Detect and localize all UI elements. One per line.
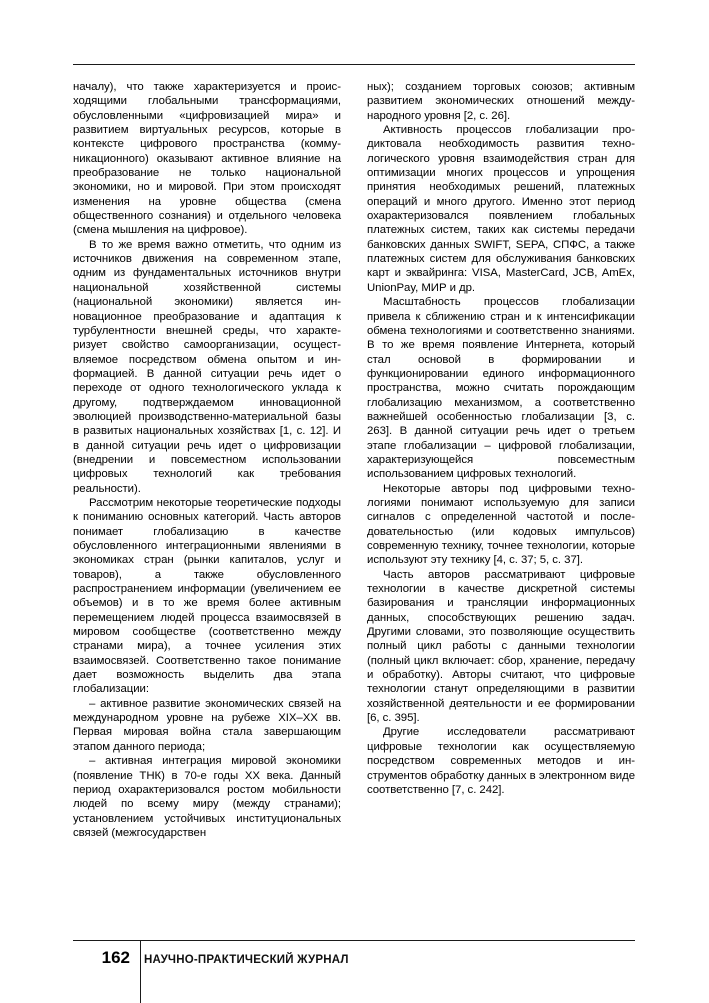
left-text-column	[73, 80, 341, 925]
paragraph: Активность процессов глобализации продиктовала необходимость развития технологического уровня взаимодействия стран для оптимизации многих процессов и упрощения принятия необходимых решений, платежных операций и много другого. Именно этот период охарактеризовался появлением глобальных платежных систем, таких как системы передачи банковских данных SWIFT, SEPA, СПФС, а также платежных систем для обслуживания банковских карт и эквайринга: VISA, MasterCard, JCB, AmEx, UnionPay, МИР и др.	[367, 124, 635, 294]
paragraph: Другие исследователи рассматривают цифровые технологии как осуществляемую посредством современных методов и инструментов обработку данных в электронном виде соответственно [7, с. 242].	[367, 726, 635, 796]
right-text-column	[367, 80, 635, 925]
paragraph: Некоторые авторы под цифровыми технологиями понимают используемую для записи сигналов с определенной частотой и последовательностью (или кодовых импульсов) современную технику, точнее технологии, которые используют эту технику [4, с. 37; 5, с. 37].	[367, 482, 635, 567]
header-divider	[73, 64, 635, 65]
paragraph: началу), что также характеризуется и происходящими глобальными трансформациями, обусловленными «цифровизацией мира» и развитием виртуальных ресурсов, которые в контексте цифрового пространства (коммуникационного) оказывают активное влияние на преобразование не только национальной экономики, но и мировой. При этом происходят изменения на уровне общества (смена общественного сознания) и отдельного человека (смена мышления на цифровое).	[73, 81, 341, 237]
paragraph: Масштабность процессов глобализации привела к сближению стран и к интенсификации обмена технологиями и соответственно знаниями. В то же время появление Интернета, который стал основой в формировании и функционировании единого информационного пространства, можно считать порождающим глобализацию механизмом, а соответственно важнейшей особенностью глобализации [3, с. 263]. В данной ситуации речь идет о третьем этапе глобализации – цифровой глобализации, характеризующейся повсеместным использованием цифровых технологий.	[367, 296, 635, 481]
journal-title: НАУЧНО-ПРАКТИЧЕСКИЙ ЖУРНАЛ	[144, 954, 349, 966]
two-column-body	[73, 80, 635, 925]
paragraph: В то же время важно отметить, что одним из источников движения на современном этапе, одним из фундаментальных источников внутри национальной хозяйственной системы (национальной экономики) является инновационное преобразование и адаптация к турбулентности внешней среды, что характеризует свойство самоорганизации, осуществляемое посредством обмена опытом и информацией. В данной ситуации речь идет о переходе от одного технологического уклада к другому, подтверждаемом инновационной эволюцией производственно-материальной базы в развитых национальных хозяйствах [1, с. 12]. И в данной ситуации речь идет о цифровизации (внедрении и повсеместном использовании цифровых технологий как требования реальности).	[73, 238, 341, 495]
footer-divider	[73, 940, 635, 941]
page-footer	[73, 948, 635, 968]
page-number: 162	[101, 948, 130, 967]
paragraph: – активное развитие экономических связей на международном уровне на рубеже XIX–XX вв. Первая мировая война стала завершающим этапом данного периода;	[73, 697, 341, 753]
paragraph: – активная интеграция мировой экономики (появление ТНК) в 70-е годы XX века. Данный период охарактеризовался ростом мобильности людей по всему миру (между странами); установлением устойчивых институциональных связей (межгосударствен	[73, 755, 341, 839]
paragraph: Часть авторов рассматривают цифровые технологии в качестве дискретной системы базирования и трансляции информационных данных, способствующих решению задач. Другими словами, это позволяющие осуществить полный цикл работы с данными технологии (полный цикл включает: сбор, хранение, передачу и обработку). Авторы считают, что цифровые технологии станут определяющими в развитии хозяйственной деятельности и ее формировании [6, с. 395].	[367, 568, 635, 725]
paragraph: Рассмотрим некоторые теоретические подходы к пониманию основных категорий. Часть авторов понимает глобализацию в качестве обусловленного интеграционными явлениями в экономиках стран (рынки капиталов, услуг и товаров), а также обусловленного распространением информации (увеличением ее объемов) и в то же время более активным перемещением людей процесса взаимосвязей в мировом сообществе (соответственно между странами мира), а точнее усиления этих взаимосвязей. Соответственно такое понимание дает возможность выделить два этапа глобализации:	[73, 496, 341, 696]
paragraph: ных); созданием торговых союзов; активным развитием экономических отношений международного уровня [2, с. 26].	[367, 81, 635, 122]
